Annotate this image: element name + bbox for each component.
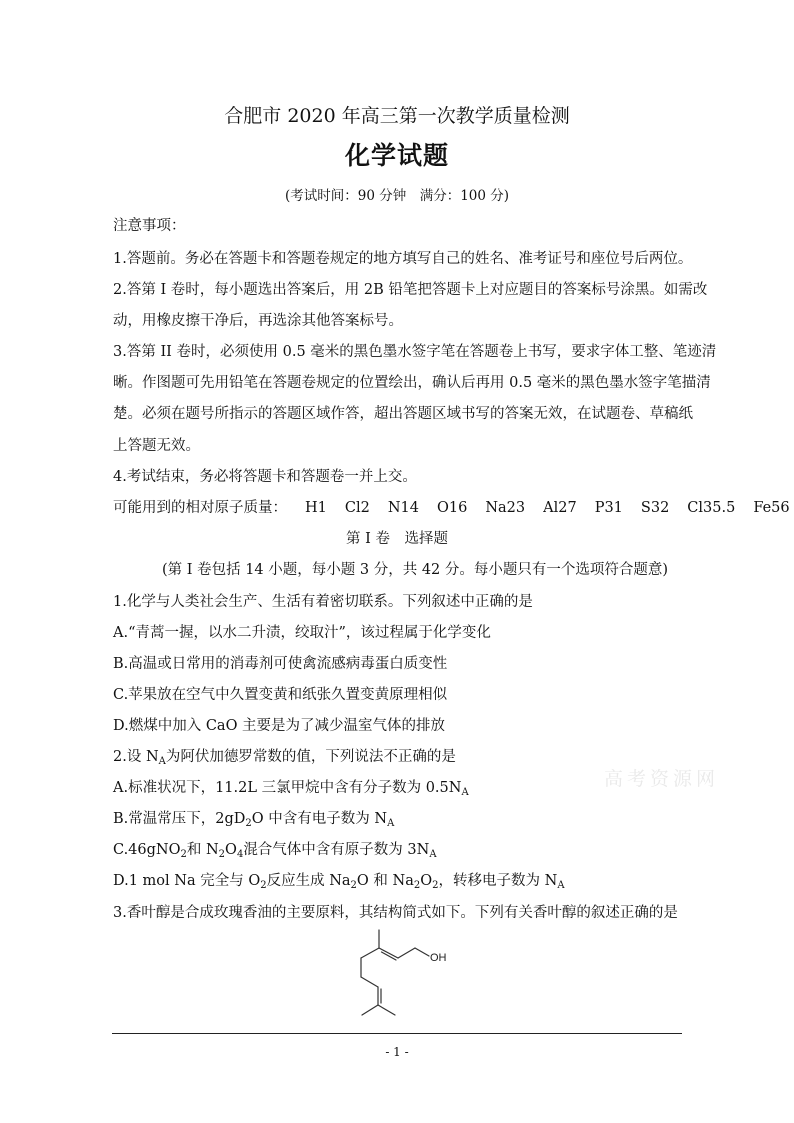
bond [378,1005,395,1015]
q1-option-c: C.苹果放在空气中久置变黄和纸张久置变黄原理相似 [113,687,448,703]
subscript: A [429,849,437,860]
atomic-mass-item: O16 [436,500,468,516]
q2-option-d [113,871,565,891]
q1-option-a: A.“青蒿一握，以水二升渍，绞取汁”，该过程属于化学变化 [113,625,491,641]
notice-line: 动，用橡皮擦干净后，再选涂其他答案标号。 [113,313,403,329]
notice-heading: 注意事项： [113,218,186,234]
notice-line: 晰。作图题可先用铅笔在答题卷规定的位置绘出，确认后再用 0.5 毫米的黑色墨水签字笔描清 [113,375,711,391]
atomic-mass-item: Al27 [543,500,577,516]
notice-line: 2.答第 I 卷时，每小题选出答案后，用 2B 铅笔把答题卡上对应题目的答案标号涂黑。如需改 [113,282,708,298]
text-segment: C.46gNO [113,842,181,858]
subscript: A [387,818,395,829]
bond [361,948,379,958]
atomic-mass-item: Fe56 [753,500,790,516]
exam-info: (考试时间：90 分钟 满分：100 分) [284,188,510,204]
atomic-mass-item: H1 [305,500,327,516]
text-segment: 2.设 N [113,749,159,765]
subscript: 4 [236,849,244,860]
subscript: 2 [413,880,421,891]
bond [362,1005,378,1015]
bond [398,948,415,958]
subscript: 2 [432,880,439,891]
section-title: 第 I 卷 选择题 [346,531,448,547]
text-segment: ，转移电子数为 N [438,873,558,889]
bond [415,948,429,956]
subscript: A [158,756,166,767]
subscript: 2 [180,849,187,860]
atomic-mass-label: 可能用到的相对原子质量： [113,500,287,516]
text-segment: O 中含有电子数为 N [251,811,388,827]
subscript: 2 [350,880,357,891]
subject-title: 化学试题 [344,141,449,170]
text-segment: O [420,873,433,889]
footer-divider [112,1033,682,1034]
oh-label: OH [430,952,447,964]
atomic-mass-item: S32 [640,500,670,516]
atomic-mass-item: Cl2 [344,500,370,516]
q3-stem: 3.香叶醇是合成玫瑰香油的主要原料，其结构简式如下。下列有关香叶醇的叙述正确的是 [113,905,678,921]
atomic-mass-item: Na23 [485,500,526,516]
notice-line: 3.答第 II 卷时，必须使用 0.5 毫米的黑色墨水签字笔在答题卷上书写，要求字体工整、笔迹清 [113,344,717,360]
q2-option-c [113,840,437,860]
atomic-mass-item: P31 [594,500,623,516]
text-segment: 和 N [186,842,219,858]
q1-stem: 1.化学与人类社会生产、生活有着密切联系。下列叙述中正确的是 [113,594,533,610]
notice-line: 上答题无效。 [113,438,200,454]
subscript: A [557,880,565,891]
subscript: 2 [218,849,226,860]
section-description: (第 I 卷包括 14 小题，每小题 3 分，共 42 分。每小题只有一个选项符合题意) [162,562,669,578]
q2-stem [113,747,456,767]
atomic-mass-line [113,498,790,518]
text-segment: 反应生成 Na [266,873,351,889]
text-segment: D.1 mol Na 完全与 O [113,873,261,889]
page-number: - 1 - [385,1045,409,1059]
subscript: 2 [260,880,267,891]
notice-line: 4.考试结束，务必将答题卡和答题卷一并上交。 [113,469,417,485]
q2-option-a [113,778,469,798]
geraniol-structure-diagram [343,922,453,1018]
text-segment: B.常温常压下，2gD [113,811,246,827]
atomic-mass-item: N14 [387,500,419,516]
exam-title: 合肥市 2020 年高三第一次教学质量检测 [224,105,570,127]
q1-option-b: B.高温或日常用的消毒剂可使禽流感病毒蛋白质变性 [113,656,448,672]
text-segment: O [225,842,237,858]
atomic-mass-item: Cl35.5 [687,500,736,516]
notice-line: 1.答题前。务必在答题卡和答题卷规定的地方填写自己的姓名、准考证号和座位号后两位。 [113,251,693,267]
subscript: 2 [245,818,252,829]
text-segment: A.标准状况下，11.2L 三氯甲烷中含有分子数为 0.5N [113,780,462,796]
text-segment: 混合气体中含有原子数为 3N [243,842,430,858]
bond [361,977,378,987]
text-segment: O 和 Na [356,873,414,889]
subscript: A [461,787,469,798]
q1-option-d: D.燃煤中加入 CaO 主要是为了减少温室气体的排放 [113,718,446,734]
notice-line: 楚。必须在题号所指示的答题区域作答，超出答题区域书写的答案无效，在试题卷、草稿纸 [113,406,693,422]
text-segment: 为阿伏加德罗常数的值，下列说法不正确的是 [165,749,456,765]
q2-option-b [113,809,394,829]
watermark: 高考资源网 [604,768,720,790]
